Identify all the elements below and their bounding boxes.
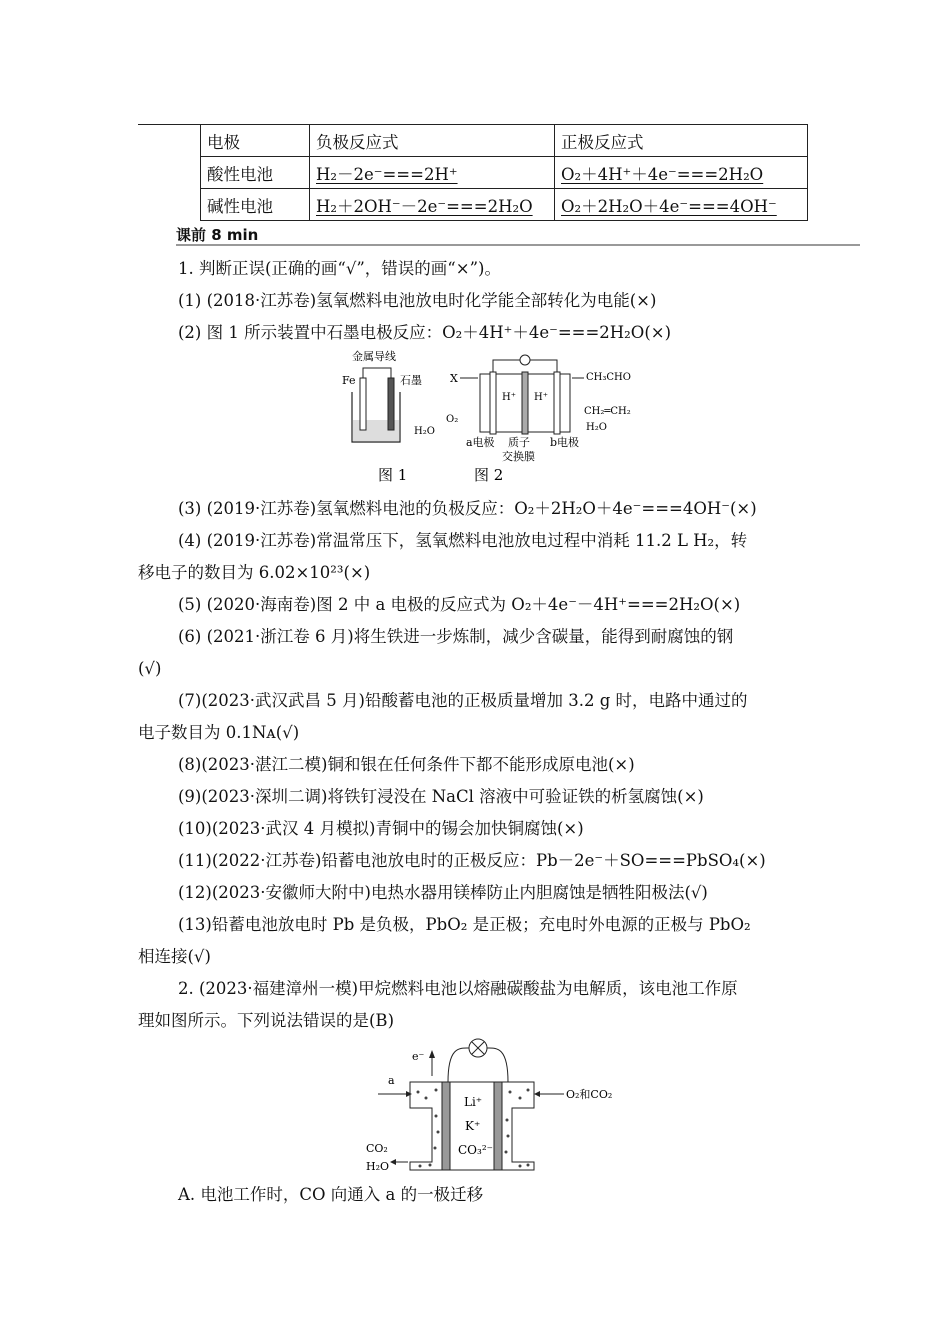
q1-item: (13)铅蓄电池放电时 Pb 是负极，PbO₂ 是正极；充电时外电源的正极与 PbO₂ (178, 915, 751, 934)
q1-item: (6) (2021·浙江卷 6 月)将生铁进一步炼制，减少含碳量，能得到耐腐蚀的钢 (178, 627, 734, 646)
fig2-ethene-label: CH₂═CH₂ (584, 406, 631, 417)
fig1-graphite-label: 石墨 (400, 374, 422, 387)
fig2-caption: 图 2 (474, 466, 504, 484)
q1-item: (4) (2019·江苏卷)常温常压下，氢氧燃料电池放电过程中消耗 11.2 L H₂，转 (178, 531, 748, 550)
fuel-cell-figure (360, 1036, 640, 1176)
fig2-membrane-line1: 质子 (508, 436, 530, 449)
fig1-caption: 图 1 (378, 466, 408, 484)
q1-item: (2) 图 1 所示装置中石墨电极反应：O₂＋4H⁺＋4e⁻===2H₂O(×) (178, 323, 672, 342)
q1-item: (9)(2023·深圳二调)将铁钉浸没在 NaCl 溶液中可验证铁的析氢腐蚀(×) (178, 787, 704, 806)
pos-reaction: O₂＋4H⁺＋4e⁻===2H₂O (561, 164, 764, 184)
fig3-co2-out: CO₂ (366, 1142, 388, 1155)
fig2-water-label: H₂O (586, 422, 607, 433)
fig2-diagram (446, 355, 631, 463)
q1-item: (3) (2019·江苏卷)氢氧燃料电池的负极反应：O₂＋2H₂O＋4e⁻===4OH⁻(×) (178, 499, 757, 518)
fig1-wire-label: 金属导线 (352, 350, 396, 363)
figure-1-2 (330, 350, 650, 490)
fig2-proton-a: H⁺ (502, 392, 516, 403)
fig2-a-electrode: a电极 (466, 436, 495, 449)
q1-stem: 1. 判断正误(正确的画“√”，错误的画“×”)。 (178, 259, 501, 278)
q1-item-cont: 相连接(√) (138, 947, 211, 966)
table-header: 正极反应式 (555, 125, 808, 157)
section-header (176, 224, 860, 246)
fig3-oxidant-label: O₂和CO₂ (566, 1088, 613, 1101)
fig3-potassium-ion: K⁺ (465, 1119, 481, 1133)
q2-option-a: A. 电池工作时，CO 向通入 a 的一极迁移 (178, 1185, 484, 1204)
fig2-x-label: X (450, 372, 458, 385)
neg-reaction: H₂－2e⁻===2H⁺ (316, 164, 458, 184)
fig3-h2o-out: H₂O (366, 1160, 390, 1173)
fig2-b-electrode: b电极 (550, 436, 580, 449)
row-label: 碱性电池 (201, 189, 310, 221)
fig1-diagram (342, 350, 435, 442)
q1-item-cont: 移电子的数目为 6.02×10²³(×) (138, 563, 371, 582)
table-header: 电极 (201, 125, 310, 157)
q1-item: (7)(2023·武汉武昌 5 月)铅酸蓄电池的正极质量增加 3.2 g 时，电路中通过的 (178, 691, 748, 710)
fig2-membrane-line2: 交换膜 (502, 450, 535, 463)
q1-item: (12)(2023·安徽师大附中)电热水器用镁棒防止内胆腐蚀是牺牲阳极法(√) (178, 883, 708, 902)
neg-reaction: H₂＋2OH⁻－2e⁻===2H₂O (316, 196, 533, 216)
fig3-a-label: a (388, 1074, 395, 1087)
q1-item: (5) (2020·海南卷)图 2 中 a 电极的反应式为 O₂＋4e⁻－4H⁺===2H₂O(×) (178, 595, 741, 614)
fig2-acetaldehyde-label: CH₃CHO (586, 372, 631, 383)
fig3-carbonate-ion: CO₃²⁻ (458, 1143, 493, 1157)
fig3-lithium-ion: Li⁺ (464, 1095, 483, 1109)
q1-item: (10)(2023·武汉 4 月模拟)青铜中的锡会加快铜腐蚀(×) (178, 819, 584, 838)
electrode-table (138, 124, 808, 221)
fig2-o2-label: O₂ (446, 414, 459, 425)
fig1-fe-label: Fe (342, 374, 356, 387)
pos-reaction: O₂＋2H₂O＋4e⁻===4OH⁻ (561, 196, 777, 216)
q1-item-cont: 电子数目为 0.1Nᴀ(√) (138, 723, 300, 742)
table-blank-cell (138, 125, 201, 221)
fig2-proton-b: H⁺ (534, 392, 548, 403)
q2-stem-cont: 理如图所示。下列说法错误的是(B) (138, 1011, 394, 1030)
q1-item-cont: (√) (138, 659, 162, 678)
q1-item: (11)(2022·江苏卷)铅蓄电池放电时的正极反应：Pb－2e⁻＋SO===PbSO₄(×) (178, 851, 766, 870)
row-label: 酸性电池 (201, 157, 310, 189)
q2-stem: 2. (2023·福建漳州一模)甲烷燃料电池以熔融碳酸盐为电解质，该电池工作原 (178, 979, 738, 998)
section-title: 课前 8 min (176, 226, 259, 244)
fig3-electron-label: e⁻ (412, 1050, 425, 1063)
fig1-water-label: H₂O (414, 426, 435, 437)
q1-item: (8)(2023·湛江二模)铜和银在任何条件下都不能形成原电池(×) (178, 755, 635, 774)
q1-item: (1) (2018·江苏卷)氢氧燃料电池放电时化学能全部转化为电能(×) (178, 291, 657, 310)
table-header: 负极反应式 (310, 125, 555, 157)
